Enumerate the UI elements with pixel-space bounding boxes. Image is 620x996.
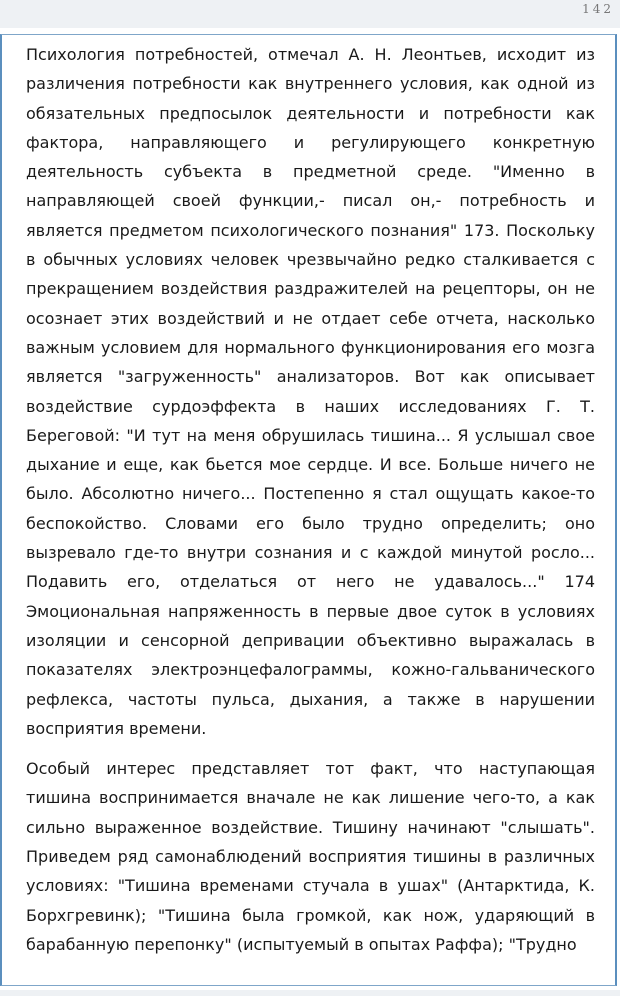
page-content: [26, 40, 595, 959]
paragraph-2: Особый интерес представляет тот факт, что наступающая тишина воспринимается вначале не как лишение чего-то, а как сильно выраженное воздействие. Тишину начинают "слышать". Приведем ряд самонаблюдений восприятия тишины в различных условиях: "Тишина временами стучала в ушах" (Антарктида, К. Борхгревинк); "Тишина была громкой, как нож, ударяющий в барабанную перепонку" (испытуемый в опытах Раффа); "Трудно: [26, 759, 595, 954]
page-number: 142: [582, 2, 614, 16]
paragraph-1: Психология потребностей, отмечал А. Н. Леонтьев, исходит из различения потребности как внутреннего условия, как одной из обязательных предпосылок деятельности и потребности как фактора, направляющего и регулирующего конкретную деятельность субъекта в предметной среде. "Именно в направляющей своей функции,- писал он,- потребность и является предметом психологического познания" 173. Поскольку в обычных условиях человек чрезвычайно редко сталкивается с прекращением воздействия раздражителей на рецепторы, он не осознает этих воздействий и не отдает себе отчета, насколько важным условием для нормального функционирования его мозга является "загруженность" анализаторов. Вот как описывает воздействие сурдоэффекта в наших исследованиях Г. Т. Береговой: "И тут на меня обрушилась тишина... Я услышал свое дыхание и еще, как бьется мое сердце. И все. Больше ничего не было. Абсолютно ничего... Постепенно я стал ощущать какое-то беспокойство. Словами его было трудно определить; оно вызревало где-то внутри сознания и с каждой минутой росло... Подавить его, отделаться от него не удавалось..." 174 Эмоциональная напряженность в первые двое суток в условиях изоляции и сенсорной депривации объективно выражалась в показателях электроэнцефалограммы, кожно-гальванического рефлекса, частоты пульса, дыхания, а также в нарушении восприятия времени.: [26, 45, 595, 738]
top-band: [0, 0, 620, 28]
bottom-band: [0, 990, 620, 996]
